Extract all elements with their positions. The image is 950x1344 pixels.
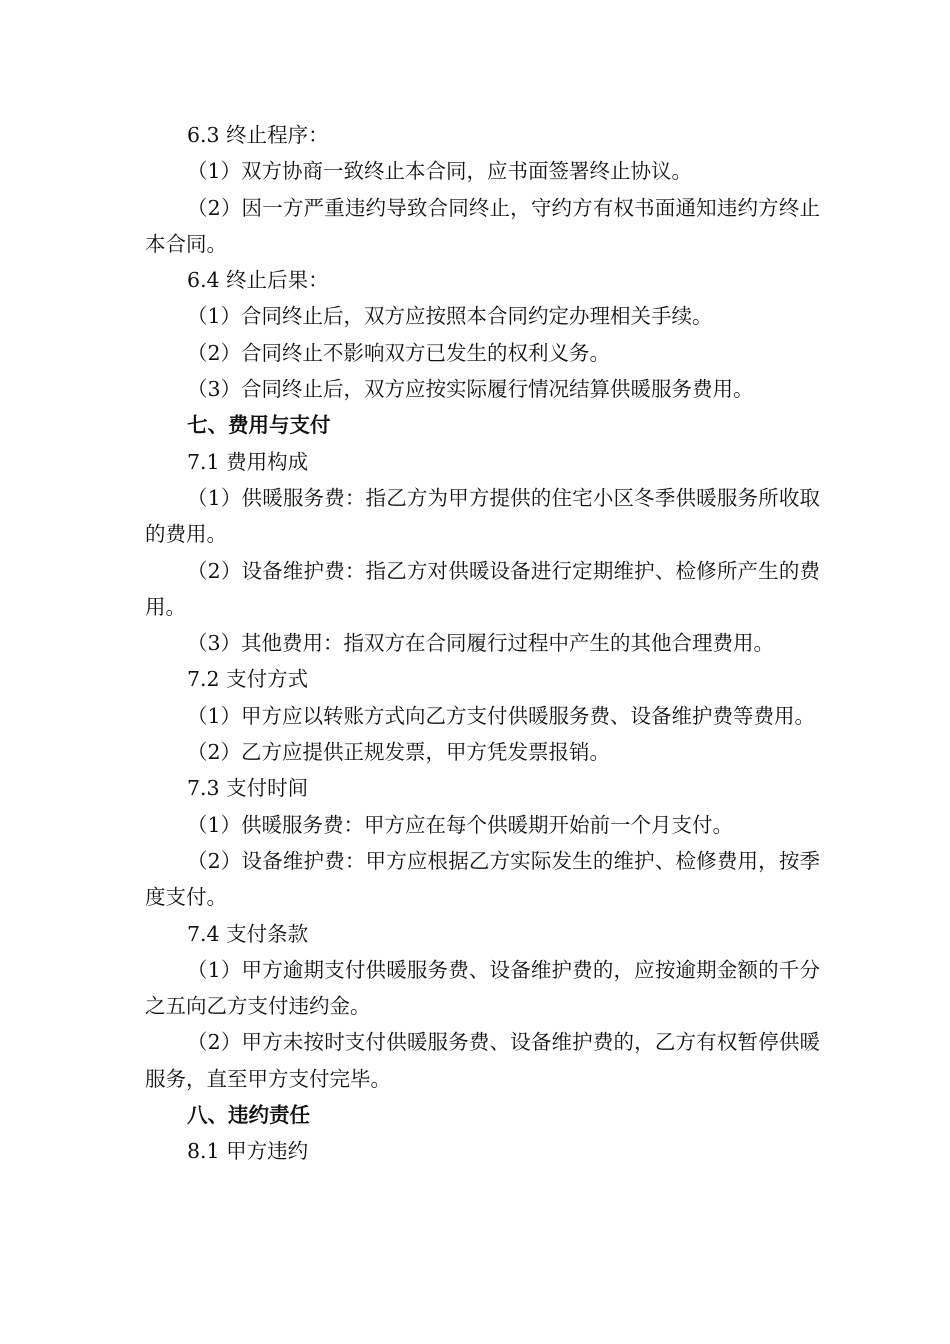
clause-6-4-item-3: （3）合同终止后，双方应按实际履行情况结算供暖服务费用。	[187, 377, 754, 402]
clause-6-3-title: 6.3 终止程序：	[187, 123, 329, 147]
clause-7-2-item-1: （1）甲方应以转账方式向乙方支付供暖服务费、设备维护费等费用。	[187, 703, 816, 728]
clause-7-1-item-1: （1）供暖服务费：指乙方为甲方提供的住宅小区冬季供暖服务所收取的费用。	[145, 485, 820, 547]
clause-8-1-title: 8.1 甲方违约	[187, 1139, 309, 1164]
clause-6-3-item-1: （1）双方协商一致终止本合同，应书面签署终止协议。	[187, 159, 693, 184]
clause-7-1-item-2: （2）设备维护费：指乙方对供暖设备进行定期维护、检修所产生的费用。	[145, 558, 820, 619]
document-body	[145, 117, 820, 1170]
clause-7-4-title: 7.4 支付条款	[187, 921, 309, 946]
section-7-heading: 七、费用与支付	[187, 413, 331, 438]
clause-7-3-item-2: （2）设备维护费：甲方应根据乙方实际发生的维护、检修费用，按季度支付。	[145, 848, 820, 910]
clause-7-1-title: 7.1 费用构成	[187, 449, 309, 474]
clause-6-4-title: 6.4 终止后果：	[187, 268, 329, 293]
section-8-heading: 八、违约责任	[187, 1103, 310, 1128]
clause-6-3-item-2: （2）因一方严重违约导致合同终止，守约方有权书面通知违约方终止本合同。	[145, 195, 820, 256]
clause-7-3-item-1: （1）供暖服务费：甲方应在每个供暖期开始前一个月支付。	[187, 812, 734, 837]
clause-7-2-title: 7.2 支付方式	[187, 667, 309, 692]
clause-6-4-item-1: （1）合同终止后，双方应按照本合同约定办理相关手续。	[187, 304, 713, 329]
clause-7-2-item-2: （2）乙方应提供正规发票，甲方凭发票报销。	[187, 740, 611, 765]
clause-7-1-item-3: （3）其他费用：指双方在合同履行过程中产生的其他合理费用。	[187, 631, 775, 656]
clause-7-4-item-1: （1）甲方逾期支付供暖服务费、设备维护费的，应按逾期金额的千分之五向乙方支付违约金。	[145, 957, 820, 1019]
clause-6-4-item-2: （2）合同终止不影响双方已发生的权利义务。	[187, 340, 611, 365]
clause-7-3-title: 7.3 支付时间	[187, 776, 309, 801]
clause-7-4-item-2: （2）甲方未按时支付供暖服务费、设备维护费的，乙方有权暂停供暖服务，直至甲方支付完毕。	[145, 1030, 820, 1091]
